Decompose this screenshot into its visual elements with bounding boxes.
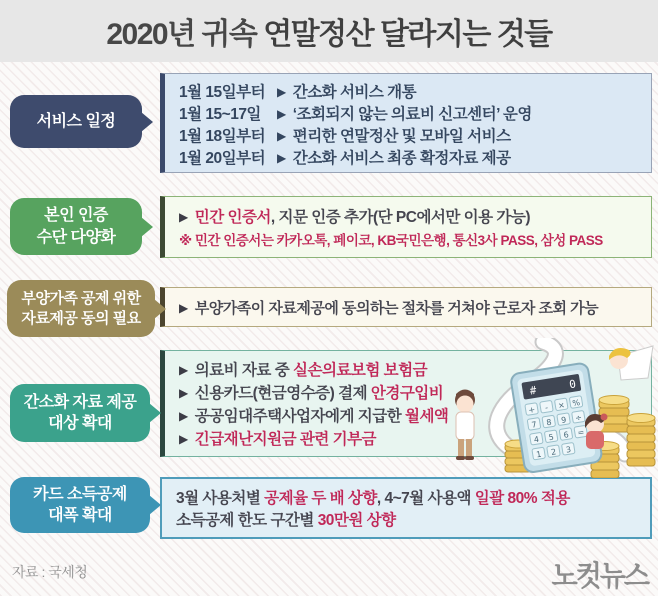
- section-label-text: 간소화 자료 제공: [23, 393, 137, 411]
- dependents-row: [179, 297, 637, 318]
- auth-row: [179, 205, 637, 227]
- svg-text:3: 3: [565, 444, 572, 455]
- card-text: 소득공제 한도 구간별: [176, 512, 318, 530]
- schedule-text: ‘조회되지 않는 의료비 신고센터’ 운영: [292, 106, 532, 123]
- schedule-row: [179, 102, 637, 124]
- simplified-text: 신용카드(현금영수증) 결제: [194, 385, 371, 402]
- highlight-text: 안경구입비: [370, 385, 444, 402]
- triangle-bullet-icon: ▶: [277, 85, 286, 99]
- schedule-row: [179, 124, 637, 146]
- svg-text:÷: ÷: [574, 412, 583, 423]
- triangle-bullet-icon: ▶: [179, 210, 188, 224]
- svg-text:6: 6: [562, 430, 570, 440]
- triangle-bullet-icon: ▶: [179, 300, 188, 315]
- section-label-simplified-data: [10, 384, 150, 442]
- card-row: [176, 486, 636, 508]
- svg-text:×: ×: [557, 400, 566, 411]
- triangle-bullet-icon: ▶: [277, 107, 286, 121]
- person-blonde-icon: [609, 346, 653, 380]
- simplified-text: 의료비 자료 중: [194, 362, 293, 379]
- person-man-icon: [455, 390, 475, 461]
- page-title-prefix: 2020년 귀속: [106, 18, 257, 51]
- schedule-text: 편리한 연말정산 및 모바일 서비스: [292, 128, 511, 145]
- triangle-bullet-icon: ▶: [277, 151, 286, 165]
- schedule-date: 1월 15일부터: [179, 84, 266, 101]
- schedule-text: 간소화 서비스 최종 확정자료 제공: [292, 150, 511, 167]
- section-label-text: 대상 확대: [48, 415, 112, 432]
- svg-text:+: +: [527, 405, 536, 416]
- service-schedule-box: [160, 73, 652, 173]
- dependents-box: [160, 287, 652, 327]
- triangle-bullet-icon: ▶: [179, 386, 188, 400]
- svg-text:5: 5: [548, 432, 555, 443]
- page-title-main: 연말정산 달라지는 것들: [263, 18, 552, 51]
- nocut-news-logo: 노컷뉴스: [551, 560, 648, 592]
- dependents-text: 부양가족이 자료제공에 동의하는 절차를 거쳐야 근로자 조회 가능: [194, 299, 599, 317]
- tax-illustration: [443, 338, 658, 478]
- section-label-text: 서비스 일정: [36, 112, 116, 130]
- section-label-authentication: [10, 198, 142, 255]
- schedule-date: 1월 18일부터: [179, 128, 266, 145]
- svg-text:2: 2: [550, 447, 557, 458]
- section-label-text: 대폭 확대: [48, 507, 112, 524]
- authentication-box: [160, 196, 652, 258]
- card-row: [176, 508, 636, 530]
- infographic-body: [0, 62, 658, 596]
- page-title: [106, 9, 551, 53]
- triangle-bullet-icon: ▶: [179, 363, 188, 377]
- svg-text:0: 0: [568, 377, 577, 392]
- section-label-text: 카드 소득공제: [33, 485, 127, 503]
- title-bar: [0, 0, 658, 62]
- svg-text:8: 8: [545, 417, 553, 428]
- schedule-date: 1월 20일부터: [179, 150, 266, 167]
- triangle-bullet-icon: ▶: [179, 432, 188, 446]
- svg-text:1: 1: [535, 449, 543, 460]
- svg-text:=: =: [576, 427, 585, 438]
- section-label-text: 부양가족 공제 위한: [21, 289, 141, 307]
- section-label-text: 본인 인증: [44, 207, 108, 225]
- schedule-date: 1월 15~17일: [179, 106, 261, 123]
- highlight-text: 30만원 상향: [317, 512, 396, 530]
- triangle-bullet-icon: ▶: [277, 129, 286, 143]
- schedule-row: [179, 80, 637, 102]
- card-text: 3월 사용처별: [176, 489, 265, 507]
- highlight-text: 민간 인증서: [194, 209, 271, 226]
- auth-text: , 지문 인증 추가(단 PC에서만 이용 가능): [270, 209, 531, 226]
- section-label-service-schedule: [10, 95, 142, 148]
- svg-text:-: -: [544, 403, 549, 413]
- highlight-text: 일괄 80% 적용: [474, 489, 570, 507]
- highlight-text: 긴급재난지원금 관련 기부금: [194, 431, 377, 448]
- svg-text:#: #: [528, 383, 538, 398]
- card-deduction-box: [160, 477, 652, 539]
- auth-note: ※ 민간 인증서는 카카오톡, 페이코, KB국민은행, 통신3사 PASS, 삼성 PASS: [179, 233, 603, 248]
- card-text: , 4~7월 사용액: [376, 489, 475, 507]
- section-label-text: 수단 다양화: [36, 228, 116, 246]
- svg-text:%: %: [571, 397, 581, 409]
- highlight-text: 월세액: [404, 408, 449, 425]
- section-label-dependents: [7, 280, 155, 337]
- simplified-text: 공공임대주택사업자에게 지급한: [194, 408, 405, 425]
- data-source: 자료 : 국세청: [12, 564, 88, 580]
- triangle-bullet-icon: ▶: [179, 409, 188, 423]
- svg-text:7: 7: [530, 420, 538, 430]
- section-label-text: 자료제공 동의 필요: [21, 309, 141, 327]
- section-label-card-deduction: [10, 477, 150, 533]
- svg-text:4: 4: [533, 434, 540, 445]
- highlight-text: 공제율 두 배 상향: [264, 489, 377, 507]
- schedule-text: 간소화 서비스 개통: [292, 84, 417, 101]
- highlight-text: 실손의료보험 보험금: [293, 362, 428, 379]
- svg-text:9: 9: [560, 415, 567, 426]
- schedule-row: [179, 146, 637, 168]
